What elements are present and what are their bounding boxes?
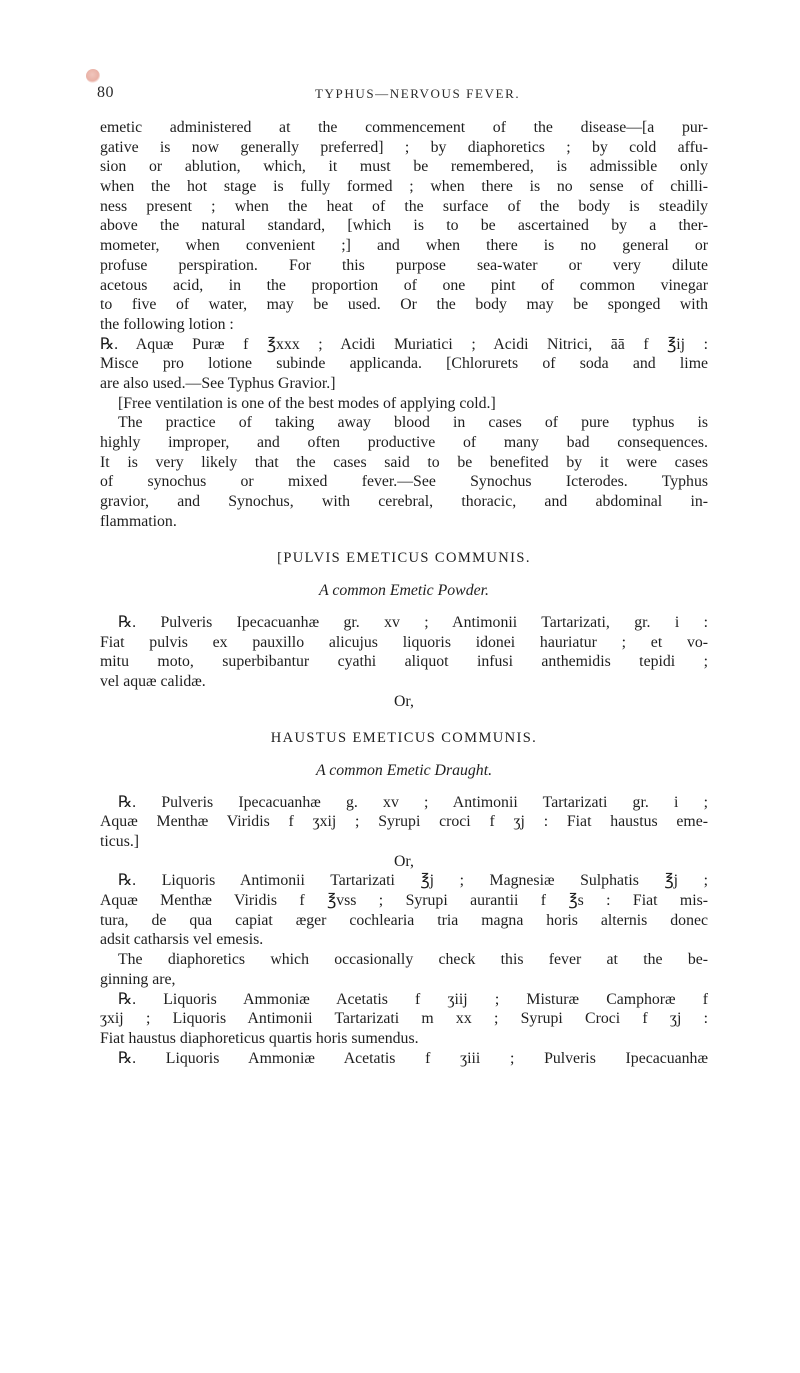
recipe-line: Aquæ Menthæ Viridis f ℥vss ; Syrupi aurantii f ℥s : Fiat mis- bbox=[100, 892, 708, 910]
or-separator: Or, bbox=[394, 692, 414, 710]
recipe-line: ℞. Liquoris Antimonii Tartarizati ℥j ; Magnesiæ Sulphatis ℥j ; bbox=[118, 872, 708, 890]
recipe-line: mitu moto, superbibantur cyathi aliquot infusi anthemidis tepidi ; bbox=[100, 653, 708, 671]
recipe-line: Aquæ Menthæ Viridis f ʒxij ; Syrupi croci f ʒj : Fiat haustus eme- bbox=[100, 813, 708, 831]
section-heading: [PULVIS EMETICUS COMMUNIS. bbox=[277, 550, 531, 567]
text-line: the following lotion : bbox=[100, 315, 234, 333]
recipe-line: ℞. Aquæ Puræ f ℥xxx ; Acidi Muriatici ; Acidi Nitrici, āā f ℥ij : bbox=[100, 335, 708, 353]
text-line: The diaphoretics which occasionally check this fever at the be- bbox=[118, 951, 708, 969]
text-line: profuse perspiration. For this purpose sea-water or very dilute bbox=[100, 256, 708, 274]
text-line: The practice of taking away blood in cases of pure typhus is bbox=[118, 414, 708, 432]
section-subheading: A common Emetic Draught. bbox=[315, 761, 493, 779]
recipe-line: ℞. Pulveris Ipecacuanhæ g. xv ; Antimonii Tartarizati gr. i ; bbox=[118, 793, 708, 811]
recipe-line: ticus.] bbox=[100, 833, 140, 850]
text-line: when the hot stage is fully formed ; when there is no sense of chilli- bbox=[100, 178, 708, 196]
text-line: ginning are, bbox=[100, 970, 176, 988]
running-head: TYPHUS—NERVOUS FEVER. bbox=[315, 86, 521, 101]
recipe-line: ℞. Pulveris Ipecacuanhæ gr. xv ; Antimonii Tartarizati, gr. i : bbox=[118, 613, 708, 631]
section-subheading: A common Emetic Powder. bbox=[319, 582, 489, 600]
body-text bbox=[100, 118, 708, 1068]
text-line: flammation. bbox=[100, 512, 177, 530]
text-line: It is very likely that the cases said to be benefited by it were cases bbox=[100, 453, 708, 471]
text-line: sion or ablution, which, it must be remembered, is admissible only bbox=[100, 158, 708, 176]
text-line: mometer, when convenient ;] and when there is no general or bbox=[100, 237, 708, 255]
text-line: emetic administered at the commencement of the disease—[a pur- bbox=[100, 119, 708, 136]
recipe-line: adsit catharsis vel emesis. bbox=[100, 931, 264, 949]
or-separator: Or, bbox=[394, 852, 414, 870]
recipe-line: Fiat pulvis ex pauxillo alicujus liquoris idonei hauriatur ; et vo- bbox=[100, 633, 708, 651]
recipe-line: ℞. Liquoris Ammoniæ Acetatis f ʒiii ; Pulveris Ipecacuanhæ bbox=[118, 1049, 708, 1067]
text-line: are also used.—See Typhus Gravior.] bbox=[100, 374, 336, 392]
text-line: of synochus or mixed fever.—See Synochus Icterodes. Typhus bbox=[100, 473, 708, 491]
text-line: [Free ventilation is one of the best modes of applying cold.] bbox=[118, 394, 496, 412]
text-line: to five of water, may be used. Or the body may be sponged with bbox=[100, 296, 708, 314]
recipe-line: vel aquæ calidæ. bbox=[100, 672, 206, 690]
text-line: acetous acid, in the proportion of one pint of common vinegar bbox=[100, 276, 708, 294]
text-line: Misce pro lotione subinde applicanda. [Chlorurets of soda and lime bbox=[100, 355, 708, 373]
text-line: gravior, and Synochus, with cerebral, thoracic, and abdominal in- bbox=[100, 493, 708, 511]
text-line: ness present ; when the heat of the surface of the body is steadily bbox=[100, 197, 708, 215]
text-line: gative is now generally preferred] ; by diaphoretics ; by cold affu- bbox=[100, 138, 708, 156]
recipe-line: tura, de qua capiat æger cochlearia tria magna horis alternis donec bbox=[100, 911, 708, 929]
page-number: 80 bbox=[97, 84, 114, 101]
recipe-line: ℞. Liquoris Ammoniæ Acetatis f ʒiij ; Misturæ Camphoræ f bbox=[118, 990, 708, 1008]
ink-blot bbox=[86, 69, 100, 83]
text-line: above the natural standard, [which is to be ascertained by a ther- bbox=[100, 217, 708, 235]
section-heading: HAUSTUS EMETICUS COMMUNIS. bbox=[270, 730, 538, 747]
recipe-line: ʒxij ; Liquoris Antimonii Tartarizati m xx ; Syrupi Croci f ʒj : bbox=[100, 1010, 708, 1028]
text-line: highly improper, and often productive of many bad consequences. bbox=[100, 434, 708, 451]
recipe-line: Fiat haustus diaphoreticus quartis horis sumendus. bbox=[100, 1029, 419, 1047]
